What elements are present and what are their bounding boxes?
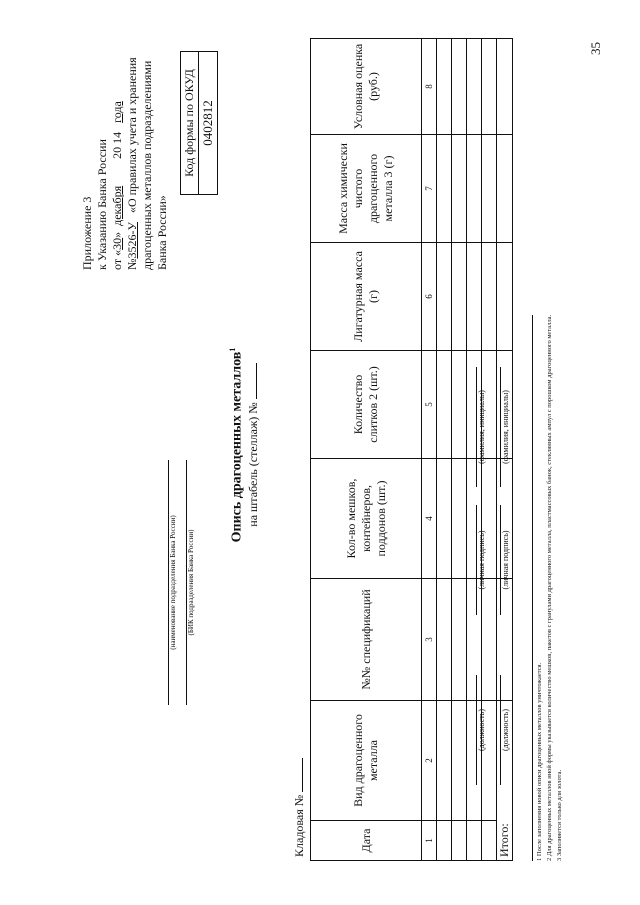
okud-value: 0402812: [200, 100, 215, 146]
table-row: [452, 39, 467, 861]
signature-personal-1: (личная подпись): [476, 505, 486, 615]
empty-cell[interactable]: [497, 39, 513, 135]
document-subtitle: [246, 265, 261, 625]
page-number: 35: [588, 42, 603, 55]
appendix-day: 30: [110, 237, 124, 250]
empty-cell[interactable]: [452, 351, 467, 459]
subtitle-text: на штабель (стеллаж) №: [246, 402, 260, 527]
okud-box: [180, 51, 218, 195]
appendix-date-mid: »: [110, 231, 124, 238]
header-date: Дата: [311, 821, 422, 861]
empty-cell[interactable]: [437, 459, 452, 579]
empty-cell[interactable]: [482, 821, 497, 861]
empty-cell[interactable]: [467, 821, 482, 861]
store-label: [292, 758, 307, 857]
empty-cell[interactable]: [437, 579, 452, 701]
col-number: 8: [422, 39, 437, 135]
header-ligature-mass: Лигатурная масса (г): [311, 243, 422, 351]
okud-label: Код формы по ОКУД: [181, 52, 199, 194]
appendix-num-prefix: №: [125, 258, 139, 270]
col-number: 6: [422, 243, 437, 351]
document-title: [228, 265, 246, 625]
signature-position-2: (должность): [500, 675, 510, 785]
col-number: 4: [422, 459, 437, 579]
empty-cell[interactable]: [437, 701, 452, 821]
total-label: Итого:: [497, 701, 513, 861]
empty-cell[interactable]: [482, 243, 497, 351]
empty-cell[interactable]: [452, 579, 467, 701]
appendix-title-part1: «О правилах учета и хранения: [125, 57, 139, 214]
header-metal-type: Вид драгоценного металла: [311, 701, 422, 821]
table-header-row: [311, 39, 422, 861]
col-number: 5: [422, 351, 437, 459]
table-row: [437, 39, 452, 861]
header-bags-count: Кол-во мешков, контейнеров, поддонов (шт.): [311, 459, 422, 579]
footnote-3: 3 Заполняется только для золота.: [556, 769, 563, 861]
header-specifications: №№ спецификаций: [311, 579, 422, 701]
appendix-date-prefix: от «: [110, 249, 124, 270]
empty-cell[interactable]: [437, 39, 452, 135]
bank-name-line: [168, 460, 178, 705]
appendix-line1: Приложение 3: [80, 196, 94, 270]
bank-bik-caption: (БИК подразделения Банка России): [187, 529, 195, 636]
col-number: 7: [422, 135, 437, 243]
empty-cell[interactable]: [497, 135, 513, 243]
header-bars-count: Количество слитков 2 (шт.): [311, 351, 422, 459]
empty-cell[interactable]: [467, 135, 482, 243]
empty-cell[interactable]: [437, 135, 452, 243]
footnote-2: 2 Для драгоценных металлов иной формы указывается количество мешков, пакетов с гранулами драгоценного металла, пластмассовых банок, стеклянных ампул с порошком драгоценного металла.: [546, 314, 553, 861]
appendix-title-part2: драгоценных металлов подразделениями: [140, 60, 154, 270]
appendix-year-suffix: года: [110, 101, 124, 123]
header-pure-mass: Масса химически чистого драгоценного металла 3 (г): [311, 135, 422, 243]
signature-personal-2: (личная подпись): [500, 505, 510, 615]
empty-cell[interactable]: [467, 39, 482, 135]
bank-bik-line: [186, 460, 196, 705]
empty-cell[interactable]: [437, 243, 452, 351]
empty-cell[interactable]: [452, 243, 467, 351]
empty-cell[interactable]: [467, 243, 482, 351]
signature-name-1: (фамилия, инициалы): [476, 367, 486, 487]
footnotes: [532, 315, 565, 861]
signature-name-2: (фамилия, инициалы): [500, 367, 510, 487]
bank-name-caption: (наименование подразделения Банка России): [169, 515, 177, 650]
stack-number-blank: [256, 363, 257, 399]
empty-cell[interactable]: [452, 701, 467, 821]
appendix-year: 20 14: [110, 131, 124, 159]
appendix-month: декабря: [110, 185, 124, 226]
signature-position-1: (должность): [476, 675, 486, 785]
store-label-text: Кладовая №: [292, 794, 306, 857]
empty-cell[interactable]: [452, 821, 467, 861]
empty-cell[interactable]: [437, 351, 452, 459]
empty-cell[interactable]: [452, 135, 467, 243]
empty-cell[interactable]: [482, 135, 497, 243]
document-title-text: Опись драгоценных металлов: [229, 351, 245, 543]
appendix-number: 3526-У: [125, 222, 139, 259]
store-number-blank: [302, 758, 303, 792]
col-number: 1: [422, 821, 437, 861]
appendix-line2: к Указанию Банка России: [95, 139, 109, 270]
empty-cell[interactable]: [437, 821, 452, 861]
col-number: 3: [422, 579, 437, 701]
empty-cell[interactable]: [482, 39, 497, 135]
table-number-row: [422, 39, 437, 861]
empty-cell[interactable]: [452, 459, 467, 579]
appendix-title-part3: Банка России»: [155, 195, 169, 270]
empty-cell[interactable]: [452, 39, 467, 135]
footnote-1: 1 После заполнения новой описи драгоценных металлов уничтожается.: [536, 662, 543, 861]
header-valuation: Условная оценка (руб.): [311, 39, 422, 135]
col-number: 2: [422, 701, 437, 821]
appendix-header: [80, 40, 170, 270]
appendix-number-line: [125, 40, 140, 270]
empty-cell[interactable]: [497, 243, 513, 351]
appendix-date-line: [110, 40, 125, 270]
title-footnote-mark: 1: [228, 347, 237, 352]
